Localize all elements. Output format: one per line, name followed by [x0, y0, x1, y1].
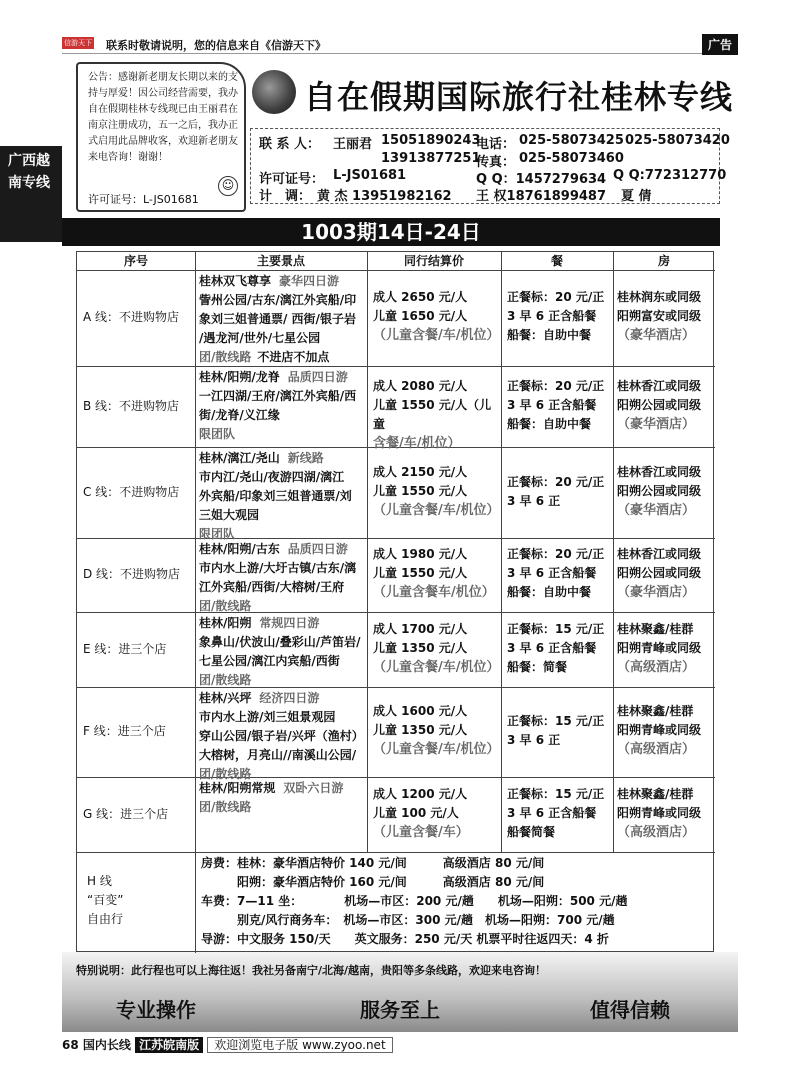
room-note: （高级酒店） — [617, 659, 696, 675]
route-spots — [199, 368, 365, 444]
price-line: 儿童 1550 元/人 — [373, 483, 468, 498]
section-name: 国内长线 — [82, 1038, 131, 1052]
route-title: 桂林/兴坪 — [199, 691, 252, 705]
announcement-scroll — [76, 62, 246, 212]
route-spot-line: 大榕树，月亮山//南溪山公园/ — [199, 748, 357, 762]
route-meal — [507, 545, 611, 602]
route-meal — [507, 377, 611, 434]
route-room — [617, 377, 713, 434]
route-h-id — [87, 872, 187, 929]
planner-3: 夏 倩 — [621, 189, 652, 204]
meal-line: 正餐标：15 元/正 — [507, 714, 605, 728]
price-line: 成人 2080 元/人 — [373, 378, 468, 393]
header-price: 同行结算价 — [403, 254, 464, 268]
price-line: 成人 1700 元/人 — [373, 621, 468, 636]
route-h-id-line: 自由行 — [87, 912, 124, 926]
meal-line: 3 早 6 正含船餐 — [507, 640, 597, 655]
meal-line: 船餐：自助中餐 — [507, 416, 592, 431]
room-line: 阳朔青峰或同级 — [617, 723, 702, 737]
route-h-line: 导游：中文服务 150/天 英文服务：250 元/天 机票平时往返四天：4 折 — [201, 932, 609, 946]
route-meal — [507, 712, 611, 750]
slogan-1: 专业操作 — [116, 998, 196, 1022]
route-type: 团/散线路 — [199, 767, 252, 781]
route-title: 桂林/漓江/尧山 — [199, 451, 280, 465]
contact-box — [250, 128, 730, 204]
route-title: 桂林双飞尊享 — [199, 274, 272, 288]
room-line: 桂林聚鑫/桂群 — [617, 786, 694, 801]
price-line: 成人 1600 元/人 — [373, 704, 468, 718]
route-tag: 品质四日游 — [287, 542, 348, 556]
meal-line: 正餐标：15 元/正 — [507, 786, 605, 801]
route-h-line: 车费：7—11 坐： 机场—市区：200 元/趟 机场—阳朔：500 元/趟 — [201, 894, 628, 908]
route-price — [373, 288, 499, 345]
route-type: 团/散线路 — [199, 800, 252, 814]
route-type: 团/散线路 — [199, 599, 252, 613]
price-note: （儿童含餐/车/机位） — [373, 328, 500, 343]
tel-2: 025-58073420 — [625, 133, 730, 148]
contact-phone-1: 15051890243 — [381, 133, 481, 148]
price-line: 儿童 1650 元/人 — [373, 309, 468, 323]
meal-line: 船餐简餐 — [507, 824, 556, 839]
price-note: 含餐/车/机位） — [373, 435, 461, 451]
route-id: E 线：进三个店 — [83, 641, 167, 656]
meal-line: 3 早 6 正含船餐 — [507, 566, 597, 580]
announcement-license: 许可证号：L-JS01681 — [88, 193, 199, 206]
tel-1: 025-58073425 — [519, 133, 624, 148]
fax-label: 传真： — [476, 155, 516, 170]
price-line: 儿童 1550 元/人（儿童 — [373, 397, 492, 431]
room-line: 阳朔青峰或同级 — [617, 805, 702, 820]
route-price — [373, 620, 499, 677]
room-note: （豪华酒店） — [617, 328, 696, 343]
route-price — [373, 377, 499, 453]
page-footer — [62, 1036, 393, 1053]
planner-2: 王 权18761899487 — [476, 189, 607, 204]
route-spot-line: 市内水上游/大圩古镇/古东/漓 — [199, 561, 357, 575]
route-spots — [199, 540, 365, 616]
route-spots — [199, 779, 365, 817]
meal-line: 3 早 6 正 — [507, 733, 561, 747]
qq-1: Q Q：1457279634 — [476, 172, 607, 187]
route-spot-line: 穿山公园/银子岩/兴坪（渔村） — [199, 729, 364, 743]
route-spot-line: 市内水上游/刘三姐景观园 — [199, 710, 336, 724]
room-line: 桂林香江或同级 — [617, 378, 702, 393]
room-note: （豪华酒店） — [617, 416, 696, 432]
price-note: （儿童含餐/车/机位） — [373, 742, 500, 757]
route-price — [373, 545, 499, 602]
meal-line: 正餐标：20 元/正 — [507, 474, 605, 489]
route-id: G 线：进三个店 — [83, 806, 169, 821]
meal-line: 船餐：自助中餐 — [507, 585, 592, 599]
fax-number: 025-58073460 — [519, 151, 624, 166]
meal-line: 3 早 6 正含船餐 — [507, 309, 597, 323]
room-line: 阳朔公园或同级 — [617, 483, 702, 498]
meal-line: 3 早 6 正含船餐 — [507, 805, 597, 820]
room-line: 阳朔青峰或同级 — [617, 640, 702, 655]
meal-line: 3 早 6 正含船餐 — [507, 397, 597, 412]
route-meal — [507, 620, 611, 677]
route-spots — [199, 614, 365, 690]
license-number: L-JS01681 — [333, 168, 407, 183]
brand-title: 自在假期国际旅行社桂林专线 — [304, 78, 734, 116]
route-title: 桂林/阳朔常规 — [199, 781, 276, 795]
route-h-id-line: H 线 — [87, 874, 112, 888]
meal-line: 正餐标：20 元/正 — [507, 547, 605, 561]
meal-line: 船餐：自助中餐 — [507, 328, 592, 342]
route-tag: 豪华四日游 — [279, 274, 340, 288]
price-note: （儿童含餐车/机位） — [373, 585, 495, 600]
header-id: 序号 — [123, 254, 148, 268]
publisher-logo: 信游天下 — [64, 39, 92, 47]
website-link[interactable]: 欢迎浏览电子版 www.zyoo.net — [207, 1037, 392, 1053]
contact-phone-2: 13913877251 — [381, 151, 481, 166]
price-line: 成人 1200 元/人 — [373, 786, 468, 801]
route-id: D 线：不进购物店 — [83, 567, 181, 581]
route-meal — [507, 785, 611, 842]
room-line: 阳朔富安或同级 — [617, 309, 702, 323]
meal-line: 船餐：简餐 — [507, 659, 568, 674]
route-spot-line: 七星公园/漓江内宾船/西街 — [199, 654, 340, 668]
route-spot-line: 市内江/尧山/夜游四湖/漓江 — [199, 470, 345, 484]
room-line: 桂林聚鑫/桂群 — [617, 621, 694, 636]
meal-line: 正餐标：20 元/正 — [507, 378, 605, 393]
globe-logo-icon — [252, 70, 296, 114]
route-room — [617, 545, 713, 602]
route-spots — [199, 272, 365, 367]
route-tag: 品质四日游 — [287, 370, 348, 384]
source-notice: 联系时敬请说明，您的信息来自《信游天下》 — [106, 39, 326, 52]
route-spots — [199, 689, 365, 784]
room-line: 桂林润东或同级 — [617, 290, 702, 304]
top-bar — [62, 34, 738, 54]
price-line: 儿童 1550 元/人 — [373, 566, 468, 580]
price-note: （儿童含餐/车/机位） — [373, 659, 500, 675]
contact-person: 王丽君 — [333, 137, 373, 152]
route-h-line: 别克/风行商务车： 机场—市区：300 元/趟 机场—阳朔：700 元/趟 — [201, 913, 615, 927]
route-room — [617, 620, 713, 677]
route-spot-line: 外宾船/印象刘三姐普通票/刘 — [199, 489, 352, 503]
slogan-2: 服务至上 — [360, 998, 440, 1022]
route-price — [373, 702, 499, 759]
route-id: B 线：不进购物店 — [83, 398, 180, 413]
route-spot-line: 象鼻山/伏波山/叠彩山/芦笛岩/ — [199, 635, 361, 649]
route-room — [617, 463, 713, 520]
route-room — [617, 702, 713, 759]
route-spot-line: /遇龙河/世外/七星公园 — [199, 331, 321, 345]
route-id: C 线：不进购物店 — [83, 484, 180, 499]
room-line: 阳朔公园或同级 — [617, 566, 702, 580]
room-line: 桂林香江或同级 — [617, 547, 702, 561]
room-note: （高级酒店） — [617, 824, 696, 840]
route-tag: 新线路 — [287, 451, 324, 465]
meal-line: 正餐标：20 元/正 — [507, 290, 605, 304]
room-line: 阳朔公园或同级 — [617, 397, 702, 412]
edition-badge: 江苏皖南版 — [135, 1037, 203, 1053]
route-spot-line: 街/龙脊/义江缘 — [199, 408, 280, 422]
route-title: 桂林/阳朔/古东 — [199, 542, 280, 556]
room-note: （豪华酒店） — [617, 502, 696, 518]
route-meal — [507, 473, 611, 511]
period-banner: 1003期14日-24日 — [62, 218, 720, 246]
slogan-3: 值得信赖 — [590, 998, 670, 1022]
route-tag: 双卧六日游 — [283, 781, 344, 795]
route-price — [373, 463, 499, 520]
header-meal: 餐 — [550, 254, 563, 268]
route-h-line: 房费：桂林：豪华酒店特价 140 元/间 高级酒店 80 元/间 — [201, 856, 545, 870]
route-h-id-line: “百变” — [87, 893, 124, 907]
announcement-text: 公告：感谢新老朋友长期以来的支持与厚爱！因公司经营需要，我办自在假期桂林专线现已由王丽君在南京注册成功，五一之后，我办正式启用此品牌收客，欢迎新老朋友来电咨询！谢谢！ — [88, 72, 238, 163]
route-tag: 经济四日游 — [259, 691, 320, 705]
route-spot-line: 象刘三姐普通票/ 西街/银子岩 — [199, 312, 356, 326]
route-title: 桂林/阳朔/龙脊 — [199, 370, 280, 384]
route-meal — [507, 288, 611, 345]
itinerary-table — [76, 251, 714, 952]
route-title: 桂林/阳朔 — [199, 616, 252, 630]
route-price — [373, 785, 499, 842]
special-note: 特别说明：此行程也可以上海往返！我社另备南宁/北海/越南，贵阳等多条线路，欢迎来电咨询！ — [76, 964, 547, 977]
room-note: （豪华酒店） — [617, 585, 696, 600]
price-line: 成人 1980 元/人 — [373, 547, 468, 561]
room-line: 桂林香江或同级 — [617, 464, 702, 479]
meal-line: 3 早 6 正 — [507, 493, 561, 508]
qq-2: Q Q:772312770 — [613, 168, 727, 183]
route-type: 限团队 — [199, 427, 236, 441]
side-category-tab: 广西越南专线 — [0, 146, 62, 242]
tel-label: 电话： — [476, 137, 516, 152]
route-h-line: 阳朔：豪华酒店特价 160 元/间 高级酒店 80 元/间 — [201, 875, 545, 889]
route-spot-line: 一江四湖/王府/漓江外宾船/西 — [199, 389, 357, 403]
smiley-icon: ☺ — [218, 176, 238, 196]
price-line: 成人 2650 元/人 — [373, 290, 468, 304]
ad-badge: 广告 — [702, 34, 738, 55]
contact-person-label: 联 系 人： — [259, 137, 321, 152]
route-h-details — [201, 854, 713, 949]
page-number: 68 — [62, 1038, 79, 1052]
planner-1: 黄 杰 13951982162 — [317, 189, 452, 204]
route-id: A 线：不进购物店 — [83, 310, 180, 324]
route-spot-line: 訾州公园/古东/漓江外宾船/印 — [199, 293, 357, 307]
room-line: 桂林聚鑫/桂群 — [617, 704, 694, 718]
route-room — [617, 785, 713, 842]
route-tag: 常规四日游 — [259, 616, 320, 630]
route-spot-line: 江外宾船/西街/大榕树/王府 — [199, 580, 345, 594]
route-id: F 线：进三个店 — [83, 724, 166, 738]
price-note: （儿童含餐/车/机位） — [373, 502, 500, 518]
license-label: 许可证号： — [259, 172, 325, 187]
route-type: 限团队 — [199, 527, 236, 541]
meal-line: 正餐标：15 元/正 — [507, 621, 605, 636]
route-note: 不进店不加点 — [257, 350, 330, 364]
route-type: 团/散线路 — [199, 673, 252, 687]
route-type: 团/散线路 — [199, 350, 252, 364]
price-note: （儿童含餐/车） — [373, 824, 469, 840]
price-line: 成人 2150 元/人 — [373, 464, 468, 479]
route-spots — [199, 449, 365, 544]
header-spots: 主要景点 — [256, 254, 305, 268]
planner-label: 计 调： — [259, 189, 312, 204]
route-spot-line: 三姐大观园 — [199, 508, 260, 522]
price-line: 儿童 1350 元/人 — [373, 723, 468, 737]
price-line: 儿童 1350 元/人 — [373, 640, 468, 655]
price-line: 儿童 100 元/人 — [373, 805, 459, 820]
room-note: （高级酒店） — [617, 742, 696, 757]
route-room — [617, 288, 713, 345]
header-room: 房 — [657, 254, 670, 268]
